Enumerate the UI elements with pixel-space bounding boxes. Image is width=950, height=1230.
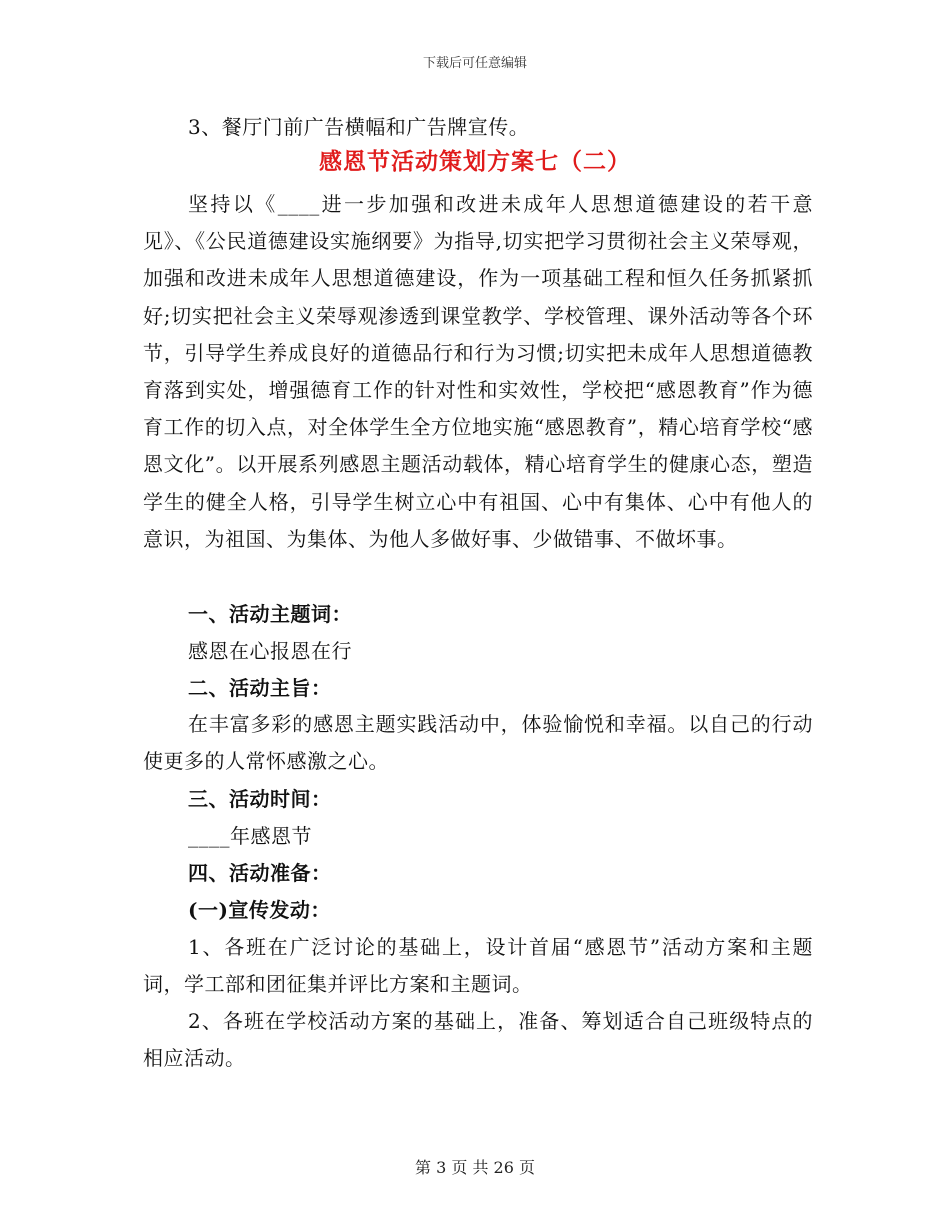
page-footer: 第 3 页 共 26 页 [415, 1158, 535, 1177]
section-4-subheading: (一)宣传发动： [188, 898, 331, 922]
section-title: 感恩节活动策划方案七（二） [319, 148, 631, 175]
section-4-paragraph-1: 1、各班在广泛讨论的基础上，设计首届“感恩节”活动方案和主题词，学工部和团征集并评比方案和主题词。 [143, 935, 813, 997]
section-1-heading: 一、活动主题词： [188, 602, 352, 626]
page-header: 下载后可任意编辑 [422, 56, 527, 71]
section-1-text: 感恩在心报恩在行 [188, 639, 352, 663]
section-3-text: ____年感恩节 [188, 824, 312, 848]
section-4-heading: 四、活动准备： [188, 861, 332, 885]
section-3-heading: 三、活动时间： [188, 787, 332, 811]
section-2-text: 在丰富多彩的感恩主题实践活动中，体验愉悦和幸福。以自己的行动使更多的人常怀感激之心。 [143, 712, 813, 774]
section-4-paragraph-2: 2、各班在学校活动方案的基础上，准备、筹划适合自己班级特点的相应活动。 [143, 1009, 813, 1071]
section-2-heading: 二、活动主旨： [188, 676, 332, 700]
list-item-3: 3、餐厅门前广告横幅和广告牌宣传。 [188, 115, 530, 139]
intro-paragraph: 坚持以《____进一步加强和改进未成年人思想道德建设的若干意见》、《公民道德建设实施纲要》为指导,切实把学习贯彻社会主义荣辱观，加强和改进未成年人思想道德建设，作为一项基础工程和恒久任务抓紧抓好;切实把社会主义荣辱观渗透到课堂教学、学校管理、课外活动等各个环节，引导学生养成良好的道德品行和行为习惯;切实把未成年人思想道德教育落到实处，增强德育工作的针对性和实效性，学校把“感恩教育”作为德育工作的切入点，对全体学生全方位地实施“感恩教育”，精心培育学校“感恩文化”。以开展系列感恩主题活动载体，精心培育学生的健康心态，塑造学生的健全人格，引导学生树立心中有祖国、心中有集体、心中有他人的意识，为祖国、为集体、为他人多做好事、少做错事、不做坏事。 [143, 192, 813, 551]
